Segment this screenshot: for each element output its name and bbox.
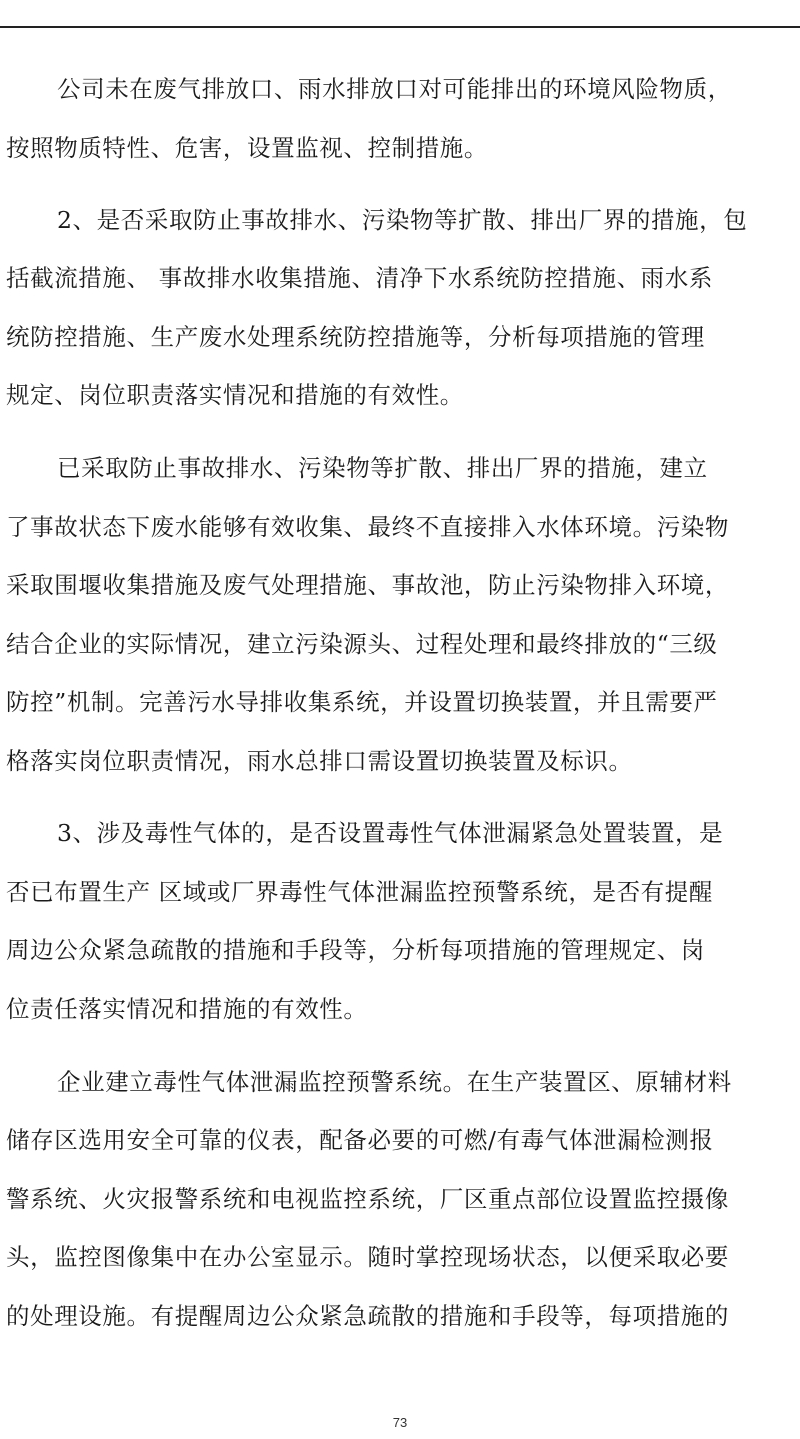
paragraph-4-line-4: 位责任落实情况和措施的有效性。 — [6, 995, 368, 1023]
paragraph-3-line-2: 了事故状态下废水能够有效收集、最终不直接排入水体环境。污染物 — [6, 513, 729, 541]
paragraph-3-line-3: 采取围堰收集措施及废气处理措施、事故池，防止污染物排入环境， — [6, 571, 729, 599]
paragraph-4-line-3: 周边公众紧急疏散的措施和手段等，分析每项措施的管理规定、岗 — [6, 936, 705, 964]
paragraph-3-line-6: 格落实岗位职责情况，雨水总排口需设置切换装置及标识。 — [6, 747, 633, 775]
header-rule — [0, 26, 800, 28]
paragraph-5-line-3: 警系统、火灾报警系统和电视监控系统，厂区重点部位设置监控摄像 — [6, 1185, 729, 1213]
paragraph-2-line-2: 括截流措施、 事故排水收集措施、清净下水系统防控措施、雨水系 — [6, 264, 713, 292]
paragraph-1-line-1: 公司未在废气排放口、雨水排放口对可能排出的环境风险物质， — [57, 75, 732, 103]
paragraph-2-line-3: 统防控措施、生产废水处理系统防控措施等，分析每项措施的管理 — [6, 323, 705, 351]
paragraph-5-line-5: 的处理设施。有提醒周边公众紧急疏散的措施和手段等，每项措施的 — [6, 1302, 729, 1330]
paragraph-2-line-4: 规定、岗位职责落实情况和措施的有效性。 — [6, 381, 464, 409]
paragraph-2-line-1: 2、是否采取防止事故排水、污染物等扩散、排出厂界的措施，包 — [57, 206, 748, 234]
paragraph-3-line-4: 结合企业的实际情况，建立污染源头、过程处理和最终排放的“三级 — [6, 630, 718, 658]
paragraph-1-line-2: 按照物质特性、危害，设置监视、控制措施。 — [6, 134, 488, 162]
paragraph-3-line-5: 防控”机制。完善污水导排收集系统，并设置切换装置，并且需要严 — [6, 688, 718, 716]
paragraph-4-line-2: 否已布置生产 区域或厂界毒性气体泄漏监控预警系统，是否有提醒 — [6, 878, 713, 906]
paragraph-3-line-1: 已采取防止事故排水、污染物等扩散、排出厂界的措施，建立 — [57, 454, 708, 482]
paragraph-5-line-2: 储存区选用安全可靠的仪表，配备必要的可燃/有毒气体泄漏检测报 — [6, 1126, 714, 1154]
paragraph-5-line-4: 头，监控图像集中在办公室显示。随时掌控现场状态，以便采取必要 — [6, 1243, 729, 1271]
paragraph-5-line-1: 企业建立毒性气体泄漏监控预警系统。在生产装置区、原辅材料 — [57, 1068, 732, 1096]
paragraph-4-line-1: 3、涉及毒性气体的，是否设置毒性气体泄漏紧急处置装置，是 — [57, 819, 724, 847]
page-number: 73 — [392, 1415, 408, 1430]
